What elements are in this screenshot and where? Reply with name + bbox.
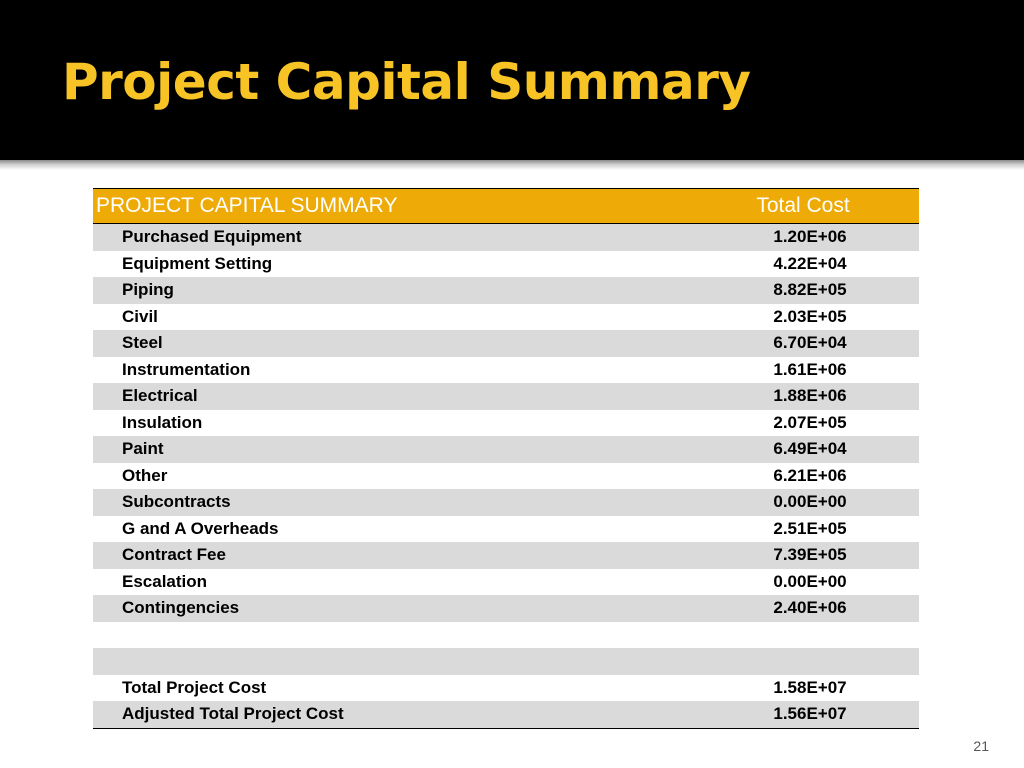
row-label: Paint [93,436,707,463]
table-row [93,622,919,649]
table-row [93,675,919,702]
table-row [93,463,919,490]
row-label: Other [93,463,707,490]
table-row [93,251,919,278]
row-label: Subcontracts [93,489,707,516]
row-label [93,622,707,649]
row-label: Civil [93,304,707,331]
table-row [93,489,919,516]
row-total-cost: 1.88E+06 [707,383,919,410]
row-label: Instrumentation [93,357,707,384]
row-total-cost: 1.20E+06 [707,224,919,251]
row-total-cost: 2.03E+05 [707,304,919,331]
row-total-cost: 0.00E+00 [707,489,919,516]
row-label: Electrical [93,383,707,410]
capital-summary-table [93,188,919,729]
row-total-cost: 2.40E+06 [707,595,919,622]
row-total-cost: 7.39E+05 [707,542,919,569]
capital-summary-table-container [93,188,919,729]
row-label: Adjusted Total Project Cost [93,701,707,728]
table-row [93,277,919,304]
row-label: G and A Overheads [93,516,707,543]
table-row [93,224,919,251]
row-total-cost [707,622,919,649]
table-header-row [93,189,919,224]
title-divider [0,160,1024,170]
row-label: Purchased Equipment [93,224,707,251]
table-row [93,410,919,437]
row-label: Insulation [93,410,707,437]
row-total-cost: 6.49E+04 [707,436,919,463]
row-total-cost: 6.70E+04 [707,330,919,357]
row-label: Contract Fee [93,542,707,569]
table-row [93,330,919,357]
slide-title: Project Capital Summary [62,53,751,111]
table-header-label: PROJECT CAPITAL SUMMARY [93,189,707,224]
table-row [93,436,919,463]
table-row [93,595,919,622]
table-row [93,648,919,675]
page-number: 21 [973,738,989,754]
row-total-cost: 1.58E+07 [707,675,919,702]
row-total-cost: 1.61E+06 [707,357,919,384]
row-total-cost: 2.51E+05 [707,516,919,543]
row-label: Steel [93,330,707,357]
row-total-cost: 6.21E+06 [707,463,919,490]
table-row [93,516,919,543]
row-label: Equipment Setting [93,251,707,278]
table-body [93,224,919,729]
table-row [93,569,919,596]
row-total-cost: 4.22E+04 [707,251,919,278]
title-bar [0,0,1024,160]
row-label [93,648,707,675]
row-total-cost: 8.82E+05 [707,277,919,304]
row-total-cost: 0.00E+00 [707,569,919,596]
table-header-total-cost: Total Cost [707,189,919,224]
row-label: Piping [93,277,707,304]
row-total-cost [707,648,919,675]
table-row [93,304,919,331]
table-row [93,542,919,569]
table-row [93,383,919,410]
row-total-cost: 1.56E+07 [707,701,919,728]
row-label: Contingencies [93,595,707,622]
table-row [93,357,919,384]
table-row [93,701,919,728]
row-label: Escalation [93,569,707,596]
row-total-cost: 2.07E+05 [707,410,919,437]
row-label: Total Project Cost [93,675,707,702]
